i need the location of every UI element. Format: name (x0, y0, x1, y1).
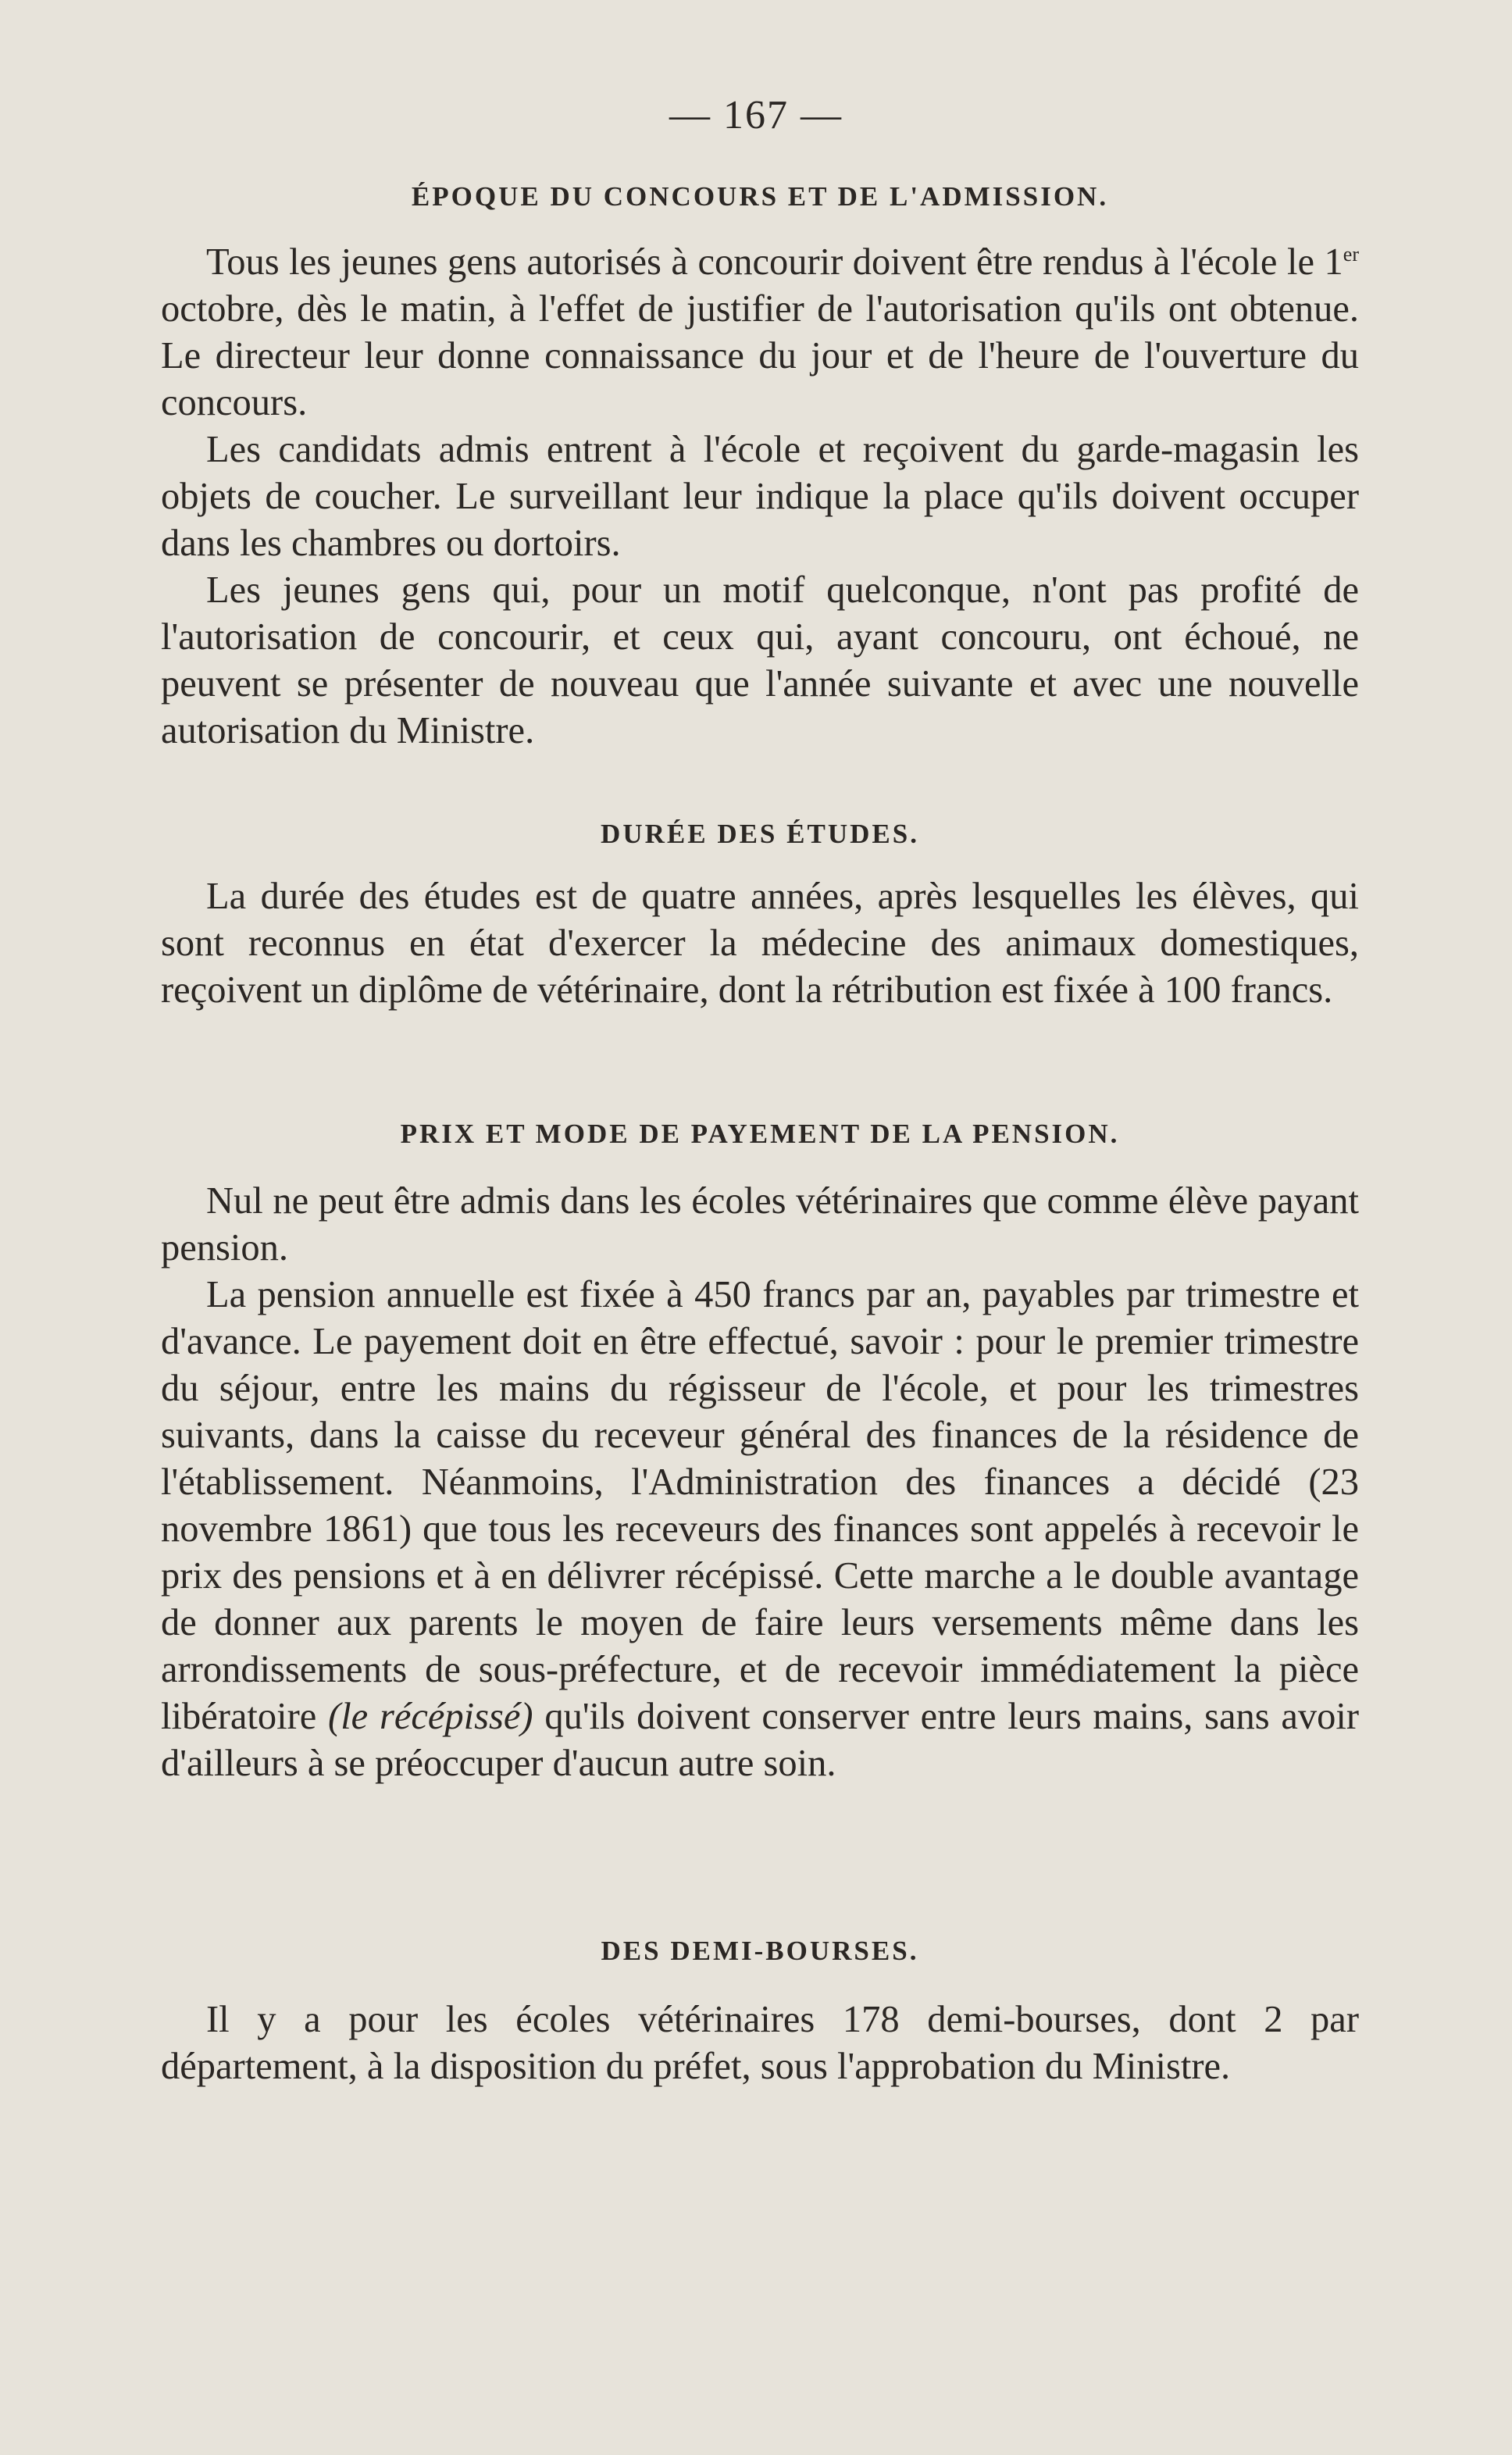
paragraph-prix-1: Nul ne peut être admis dans les écoles vétérinaires que comme élève payant pension. (161, 1180, 1359, 1269)
page-number: — 167 — (669, 93, 843, 137)
paragraph-duree-1: La durée des études est de quatre années, après lesquelles les élèves, qui sont reconnus en état d'exercer la médecine des animaux domestiques, reçoivent un diplôme de vétérinaire, dont la rétribution est fixée à 100 francs. (161, 876, 1359, 1011)
section-body-duree (161, 873, 1359, 1014)
paragraph-text: Tous les jeunes gens autorisés à concourir doivent être rendus à l'école le 1 (206, 241, 1343, 283)
section-heading-duree: DURÉE DES ÉTUDES. (601, 819, 919, 849)
paragraph-text: qu'ils doivent conserver entre leurs mains, sans avoir d'ailleurs à se préoccuper d'aucun autre soin. (161, 1696, 1360, 1784)
section-heading-demi: DES DEMI-BOURSES. (601, 1936, 919, 1966)
section-body-prix (161, 1178, 1359, 1787)
section-body-epoque (161, 239, 1359, 755)
section-body-demi (161, 1996, 1359, 2090)
paragraph-text: octobre, dès le matin, à l'effet de justifier de l'autorisation qu'ils ont obtenue. Le directeur leur donne connaissance du jour et de l'heure de l'ouverture du concours. (161, 288, 1359, 423)
section-heading-epoque: ÉPOQUE DU CONCOURS ET DE L'ADMISSION. (411, 181, 1109, 212)
paragraph-epoque-3: Les jeunes gens qui, pour un motif quelconque, n'ont pas profité de l'autorisation de concourir, et ceux qui, ayant concouru, ont échoué, ne peuvent se présenter de nouveau que l'année suivante et avec une nouvelle autorisation du Ministre. (161, 569, 1359, 751)
paragraph-demi-1: Il y a pour les écoles vétérinaires 178 demi-bourses, dont 2 par département, à la disposition du préfet, sous l'approbation du Ministre. (161, 1999, 1359, 2087)
paragraph-epoque-1 (161, 239, 1359, 426)
italic-text: (le récépissé) (328, 1696, 533, 1737)
paragraph-text: La pension annuelle est fixée à 450 francs par an, payables par trimestre et d'avance. Le payement doit en être effectué, savoir : pour le premier trimestre du séjour, entre les mains du régisseur de l'école, et pour les trimestres suivants, dans la caisse du receveur général des finances de la résidence de l'établissement. Néanmoins, l'Administration des finances a décidé (23 novembre 1861) que tous les receveurs des finances sont appelés à recevoir le prix des pensions et à en délivrer récépissé. Cette marche a le double avantage de donner aux parents le moyen de faire leurs versements même dans les arrondissements de sous-préfecture, et de recevoir immédiatement la pièce libératoire (161, 1274, 1359, 1737)
superscript: er (1343, 242, 1359, 266)
paragraph-epoque-2: Les candidats admis entrent à l'école et reçoivent du garde-magasin les objets de coucher. Le surveillant leur indique la place qu'ils doivent occuper dans les chambres ou dortoirs. (161, 429, 1359, 564)
paragraph-prix-2 (161, 1272, 1359, 1787)
section-heading-prix: PRIX ET MODE DE PAYEMENT DE LA PENSION. (400, 1119, 1120, 1149)
